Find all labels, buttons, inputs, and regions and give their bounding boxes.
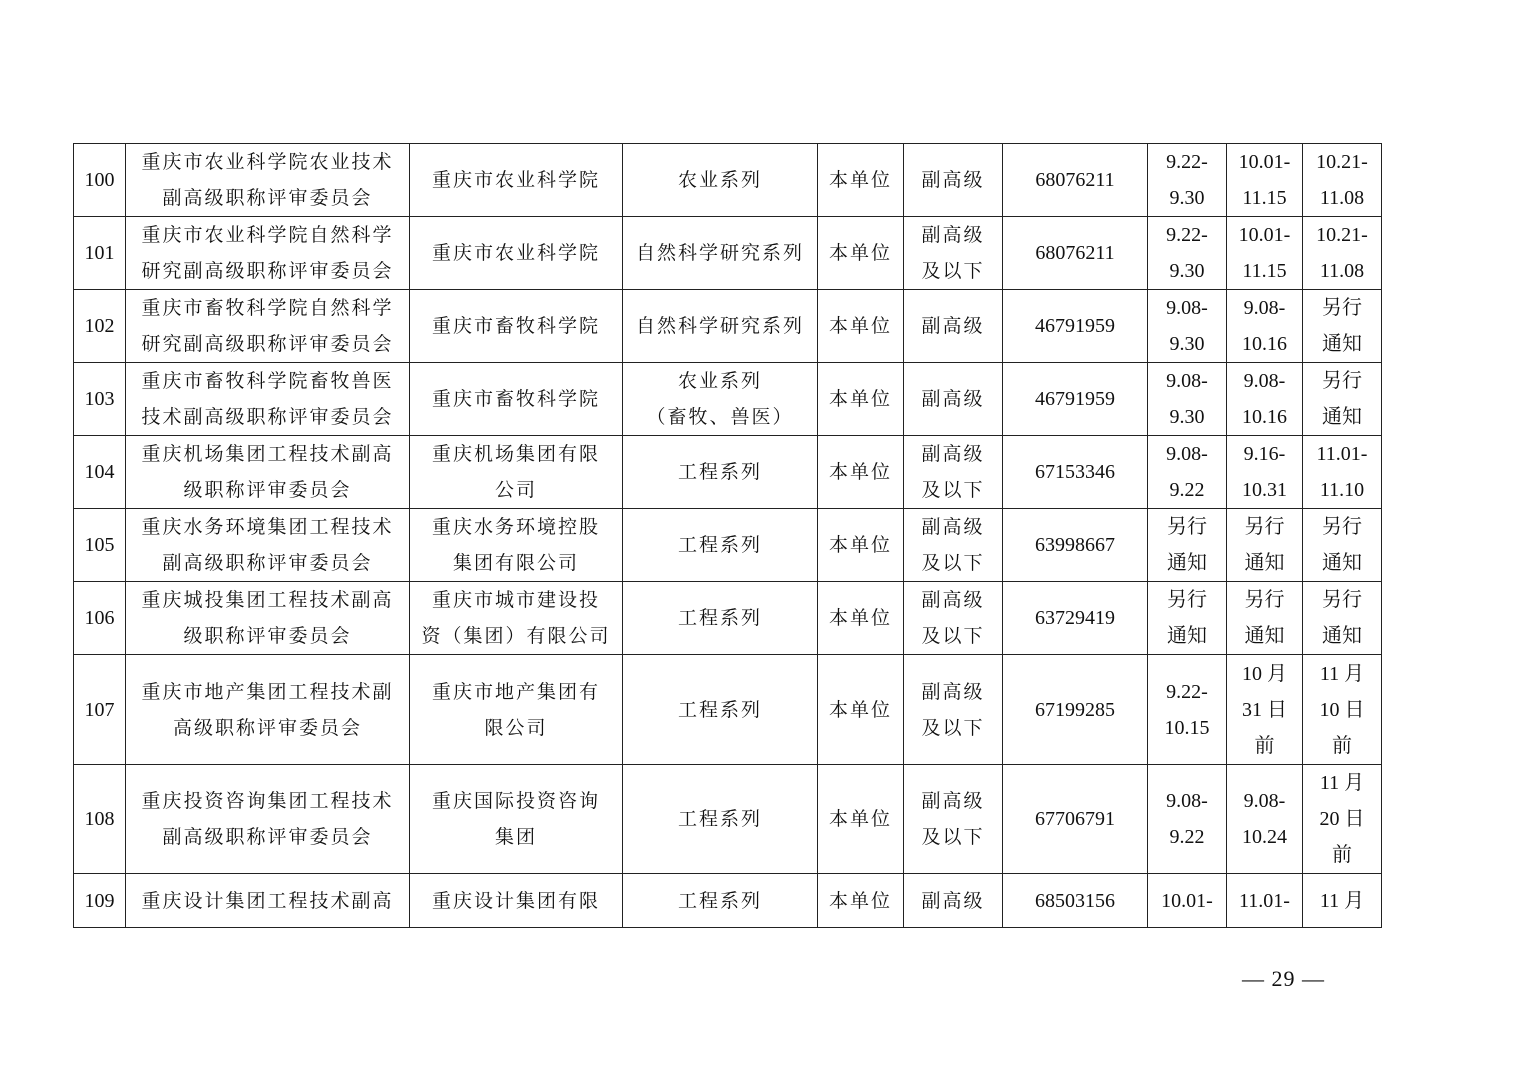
- contact-phone-text: 68076211: [1035, 242, 1115, 264]
- table-row: [74, 655, 1382, 765]
- row-number-text: 105: [84, 534, 115, 556]
- committee-name-text: 重庆市畜牧科学院自然科学: [141, 297, 394, 319]
- committee-table: [73, 143, 1382, 928]
- organizing-unit-text: 重庆市地产集团有: [431, 680, 600, 703]
- review-level-cell: [904, 765, 1003, 874]
- organizing-unit-cell: [410, 655, 623, 765]
- committee-name-cell: [126, 509, 410, 582]
- review-level-text: 副高级: [921, 790, 985, 812]
- row-number-cell: [74, 144, 126, 217]
- review-level-cell: [904, 874, 1003, 928]
- committee-name-cell: [126, 144, 410, 217]
- committee-name-text: 级职称评审委员会: [183, 479, 352, 501]
- review-level-cell: [904, 144, 1003, 217]
- review-scope-cell: [818, 765, 904, 874]
- contact-phone-cell: [1003, 363, 1148, 436]
- date-window-2-cell: [1227, 582, 1303, 655]
- review-level-text: 副高级: [921, 589, 985, 611]
- contact-phone-cell: [1003, 655, 1148, 765]
- review-scope-cell: [818, 363, 904, 436]
- organizing-unit-text: 集团有限公司: [452, 552, 579, 574]
- row-number-text: 104: [84, 461, 115, 483]
- review-level-cell: [904, 436, 1003, 509]
- organizing-unit-text: 重庆市畜牧科学院: [431, 388, 600, 410]
- date-window-1-text: 9.22: [1169, 479, 1205, 501]
- committee-name-text: 重庆投资咨询集团工程技术: [141, 790, 394, 812]
- review-level-cell: [904, 217, 1003, 290]
- title-series-text: 农业系列: [677, 370, 762, 392]
- date-window-3-cell: [1303, 363, 1382, 436]
- date-window-3-text: 另行: [1322, 370, 1362, 392]
- row-number-cell: [74, 655, 126, 765]
- date-window-3-text: 11 月: [1319, 772, 1365, 794]
- committee-name-text: 重庆设计集团工程技术副高: [141, 889, 394, 912]
- review-level-cell: [904, 509, 1003, 582]
- title-series-text: 工程系列: [677, 889, 762, 912]
- title-series-text: 工程系列: [677, 461, 762, 483]
- title-series-cell: [623, 363, 818, 436]
- date-window-3-text: 通知: [1322, 625, 1362, 647]
- title-series-cell: [623, 582, 818, 655]
- organizing-unit-cell: [410, 144, 623, 217]
- review-level-text: 副高级: [921, 889, 985, 912]
- committee-name-text: 研究副高级职称评审委员会: [141, 260, 394, 282]
- date-window-1-text: 9.30: [1169, 187, 1205, 209]
- date-window-3-text: 前: [1332, 734, 1352, 757]
- row-number-cell: [74, 874, 126, 928]
- date-window-2-text: 11.15: [1242, 187, 1287, 209]
- committee-name-text: 级职称评审委员会: [183, 625, 352, 647]
- date-window-1-cell: [1148, 144, 1227, 217]
- date-window-2-text: 11.15: [1242, 260, 1287, 282]
- contact-phone-cell: [1003, 765, 1148, 874]
- date-window-1-text: 另行: [1167, 516, 1207, 538]
- date-window-1-text: 9.30: [1169, 406, 1205, 428]
- title-series-cell: [623, 290, 818, 363]
- date-window-1-text: 9.08-: [1166, 790, 1208, 812]
- date-window-2-text: 10.24: [1242, 826, 1287, 848]
- review-level-cell: [904, 290, 1003, 363]
- date-window-2-text: 11.01-: [1239, 889, 1290, 912]
- title-series-cell: [623, 144, 818, 217]
- organizing-unit-text: 限公司: [484, 716, 548, 739]
- date-window-2-text: 通知: [1244, 625, 1285, 647]
- review-scope-cell: [818, 582, 904, 655]
- review-scope-text: 本单位: [828, 169, 892, 191]
- date-window-2-text: 另行: [1244, 516, 1285, 538]
- review-scope-text: 本单位: [828, 534, 892, 556]
- title-series-text: 农业系列: [677, 169, 762, 191]
- date-window-1-cell: [1148, 217, 1227, 290]
- date-window-3-text: 通知: [1322, 406, 1362, 428]
- organizing-unit-text: 重庆市农业科学院: [431, 169, 600, 191]
- title-series-text: 自然科学研究系列: [635, 315, 804, 337]
- date-window-1-text: 9.08-: [1166, 370, 1208, 392]
- date-window-3-text: 通知: [1322, 552, 1362, 574]
- table-row: [74, 217, 1382, 290]
- date-window-3-text: 另行: [1322, 297, 1362, 319]
- date-window-1-cell: [1148, 765, 1227, 874]
- date-window-1-cell: [1148, 509, 1227, 582]
- review-level-text: 及以下: [921, 479, 985, 501]
- contact-phone-cell: [1003, 290, 1148, 363]
- committee-name-cell: [126, 217, 410, 290]
- date-window-2-text: 另行: [1244, 589, 1285, 611]
- title-series-cell: [623, 655, 818, 765]
- row-number-text: 109: [84, 889, 115, 912]
- organizing-unit-cell: [410, 290, 623, 363]
- review-level-text: 及以下: [921, 552, 985, 574]
- date-window-2-text: 9.16-: [1243, 443, 1286, 465]
- row-number-text: 108: [84, 808, 115, 830]
- committee-name-text: 高级职称评审委员会: [172, 716, 362, 739]
- table-row: [74, 765, 1382, 874]
- review-scope-cell: [818, 509, 904, 582]
- organizing-unit-text: 重庆市城市建设投: [431, 589, 600, 611]
- date-window-2-text: 9.08-: [1243, 297, 1286, 319]
- table-body: [74, 144, 1382, 928]
- committee-name-text: 副高级职称评审委员会: [162, 552, 373, 574]
- table-row: [74, 874, 1382, 928]
- date-window-3-text: 11 月: [1319, 889, 1365, 912]
- date-window-3-cell: [1303, 582, 1382, 655]
- date-window-2-cell: [1227, 765, 1303, 874]
- review-level-cell: [904, 655, 1003, 765]
- contact-phone-cell: [1003, 874, 1148, 928]
- date-window-2-text: 31 日: [1242, 698, 1287, 721]
- title-series-text: 自然科学研究系列: [635, 242, 804, 264]
- contact-phone-text: 63729419: [1035, 607, 1115, 629]
- organizing-unit-text: 公司: [494, 479, 537, 501]
- contact-phone-cell: [1003, 582, 1148, 655]
- title-series-cell: [623, 765, 818, 874]
- review-level-text: 及以下: [921, 826, 985, 848]
- review-scope-text: 本单位: [828, 808, 892, 830]
- contact-phone-text: 67706791: [1035, 808, 1115, 830]
- contact-phone-cell: [1003, 217, 1148, 290]
- date-window-2-text: 10.16: [1242, 333, 1287, 355]
- date-window-3-cell: [1303, 874, 1382, 928]
- review-level-text: 副高级: [921, 516, 985, 538]
- date-window-1-text: 9.30: [1169, 260, 1205, 282]
- title-series-text: 工程系列: [677, 698, 762, 721]
- review-scope-cell: [818, 874, 904, 928]
- review-scope-cell: [818, 144, 904, 217]
- committee-name-text: 技术副高级职称评审委员会: [141, 406, 394, 428]
- contact-phone-cell: [1003, 144, 1148, 217]
- committee-name-text: 重庆城投集团工程技术副高: [141, 589, 394, 611]
- organizing-unit-cell: [410, 874, 623, 928]
- review-scope-cell: [818, 655, 904, 765]
- committee-name-text: 重庆水务环境集团工程技术: [141, 516, 394, 538]
- date-window-1-text: 9.22-: [1166, 151, 1208, 173]
- date-window-3-text: 11.01-: [1316, 443, 1368, 465]
- review-scope-text: 本单位: [828, 698, 892, 721]
- contact-phone-text: 67153346: [1035, 461, 1115, 483]
- date-window-1-cell: [1148, 436, 1227, 509]
- date-window-3-text: 11 月: [1319, 662, 1365, 685]
- title-series-cell: [623, 509, 818, 582]
- review-level-text: 副高级: [921, 443, 985, 465]
- page-number: — 29 —: [1242, 966, 1325, 991]
- row-number-text: 102: [84, 315, 115, 337]
- date-window-3-cell: [1303, 144, 1382, 217]
- row-number-cell: [74, 363, 126, 436]
- date-window-2-text: 10.16: [1242, 406, 1287, 428]
- date-window-2-cell: [1227, 874, 1303, 928]
- table-row: [74, 363, 1382, 436]
- date-window-2-cell: [1227, 363, 1303, 436]
- committee-name-cell: [126, 765, 410, 874]
- date-window-1-text: 9.08-: [1166, 297, 1208, 319]
- organizing-unit-cell: [410, 217, 623, 290]
- review-scope-cell: [818, 436, 904, 509]
- date-window-3-text: 11.10: [1319, 479, 1365, 501]
- date-window-2-text: 10.01-: [1238, 151, 1291, 173]
- date-window-3-text: 前: [1332, 844, 1352, 866]
- date-window-3-text: 10.21-: [1316, 224, 1368, 246]
- table-row: [74, 509, 1382, 582]
- review-scope-text: 本单位: [828, 461, 892, 483]
- date-window-3-text: 通知: [1322, 333, 1362, 355]
- date-window-2-cell: [1227, 655, 1303, 765]
- date-window-2-cell: [1227, 144, 1303, 217]
- date-window-3-cell: [1303, 655, 1382, 765]
- contact-phone-text: 46791959: [1035, 388, 1115, 410]
- review-level-text: 及以下: [921, 716, 985, 739]
- organizing-unit-cell: [410, 363, 623, 436]
- row-number-cell: [74, 765, 126, 874]
- title-series-text: 工程系列: [677, 534, 762, 556]
- contact-phone-text: 63998667: [1035, 534, 1115, 556]
- date-window-1-cell: [1148, 582, 1227, 655]
- row-number-text: 100: [84, 169, 115, 191]
- table-row: [74, 144, 1382, 217]
- date-window-3-text: 11.08: [1319, 187, 1365, 209]
- contact-phone-text: 67199285: [1035, 698, 1115, 721]
- date-window-1-text: 9.08-: [1166, 443, 1208, 465]
- date-window-1-text: 通知: [1167, 552, 1207, 574]
- date-window-3-text: 20 日: [1319, 808, 1365, 830]
- date-window-1-cell: [1148, 363, 1227, 436]
- date-window-1-text: 9.22: [1169, 826, 1205, 848]
- organizing-unit-text: 重庆机场集团有限: [431, 443, 600, 465]
- date-window-3-text: 10 日: [1319, 698, 1365, 721]
- review-scope-text: 本单位: [828, 889, 892, 912]
- date-window-3-cell: [1303, 436, 1382, 509]
- date-window-3-cell: [1303, 509, 1382, 582]
- organizing-unit-text: 重庆水务环境控股: [431, 516, 600, 538]
- organizing-unit-cell: [410, 436, 623, 509]
- review-level-text: 及以下: [921, 625, 985, 647]
- review-level-text: 副高级: [921, 315, 985, 337]
- review-scope-cell: [818, 290, 904, 363]
- date-window-1-cell: [1148, 874, 1227, 928]
- date-window-1-text: 9.30: [1169, 333, 1205, 355]
- contact-phone-cell: [1003, 436, 1148, 509]
- committee-name-text: 重庆市农业科学院自然科学: [141, 224, 394, 246]
- committee-name-text: 重庆市农业科学院农业技术: [141, 151, 394, 173]
- committee-name-text: 重庆市地产集团工程技术副: [141, 680, 394, 703]
- organizing-unit-text: 重庆市农业科学院: [431, 242, 600, 264]
- table-row: [74, 290, 1382, 363]
- committee-name-text: 重庆机场集团工程技术副高: [141, 443, 394, 465]
- review-level-cell: [904, 363, 1003, 436]
- date-window-3-cell: [1303, 290, 1382, 363]
- review-scope-text: 本单位: [828, 315, 892, 337]
- date-window-1-text: 9.22-: [1166, 680, 1208, 703]
- organizing-unit-text: 重庆国际投资咨询: [431, 790, 600, 812]
- committee-name-cell: [126, 363, 410, 436]
- organizing-unit-text: 重庆设计集团有限: [431, 889, 600, 912]
- row-number-cell: [74, 509, 126, 582]
- date-window-2-text: 9.08-: [1243, 790, 1286, 812]
- organizing-unit-text: 集团: [494, 826, 537, 848]
- row-number-cell: [74, 290, 126, 363]
- committee-name-text: 重庆市畜牧科学院畜牧兽医: [141, 370, 394, 392]
- date-window-3-cell: [1303, 765, 1382, 874]
- title-series-cell: [623, 217, 818, 290]
- row-number-cell: [74, 582, 126, 655]
- contact-phone-text: 68076211: [1035, 169, 1115, 191]
- review-level-text: 副高级: [921, 169, 985, 191]
- row-number-cell: [74, 436, 126, 509]
- title-series-cell: [623, 874, 818, 928]
- title-series-text: （畜牧、兽医）: [646, 406, 794, 428]
- date-window-1-cell: [1148, 290, 1227, 363]
- date-window-1-text: 10.15: [1164, 716, 1210, 739]
- date-window-1-text: 9.22-: [1166, 224, 1208, 246]
- committee-name-text: 副高级职称评审委员会: [162, 187, 373, 209]
- date-window-1-cell: [1148, 655, 1227, 765]
- title-series-cell: [623, 436, 818, 509]
- organizing-unit-text: 资（集团）有限公司: [421, 625, 611, 647]
- date-window-1-text: 另行: [1167, 589, 1207, 611]
- review-level-text: 副高级: [921, 388, 985, 410]
- row-number-text: 103: [84, 388, 115, 410]
- row-number-text: 107: [84, 698, 115, 721]
- date-window-2-text: 通知: [1244, 552, 1285, 574]
- date-window-3-cell: [1303, 217, 1382, 290]
- committee-name-cell: [126, 655, 410, 765]
- review-scope-text: 本单位: [828, 607, 892, 629]
- organizing-unit-text: 重庆市畜牧科学院: [431, 315, 600, 337]
- date-window-2-cell: [1227, 509, 1303, 582]
- date-window-1-text: 通知: [1167, 625, 1207, 647]
- row-number-text: 106: [84, 607, 115, 629]
- date-window-2-cell: [1227, 290, 1303, 363]
- contact-phone-cell: [1003, 509, 1148, 582]
- date-window-2-cell: [1227, 217, 1303, 290]
- date-window-2-text: 10.01-: [1238, 224, 1291, 246]
- organizing-unit-cell: [410, 765, 623, 874]
- organizing-unit-cell: [410, 509, 623, 582]
- committee-name-cell: [126, 874, 410, 928]
- date-window-2-text: 9.08-: [1243, 370, 1286, 392]
- date-window-3-text: 另行: [1322, 516, 1362, 538]
- date-window-3-text: 另行: [1322, 589, 1362, 611]
- committee-name-cell: [126, 290, 410, 363]
- review-scope-text: 本单位: [828, 242, 892, 264]
- review-scope-cell: [818, 217, 904, 290]
- table-row: [74, 582, 1382, 655]
- committee-name-cell: [126, 436, 410, 509]
- review-scope-text: 本单位: [828, 388, 892, 410]
- title-series-text: 工程系列: [677, 808, 762, 830]
- row-number-cell: [74, 217, 126, 290]
- date-window-3-text: 11.08: [1319, 260, 1365, 282]
- date-window-2-cell: [1227, 436, 1303, 509]
- review-level-text: 副高级: [921, 224, 985, 246]
- date-window-2-text: 10.31: [1242, 479, 1287, 501]
- committee-name-cell: [126, 582, 410, 655]
- committee-name-text: 研究副高级职称评审委员会: [141, 333, 394, 355]
- review-level-cell: [904, 582, 1003, 655]
- date-window-1-text: 10.01-: [1161, 889, 1213, 912]
- table-row: [74, 436, 1382, 509]
- organizing-unit-cell: [410, 582, 623, 655]
- row-number-text: 101: [84, 242, 115, 264]
- review-level-text: 及以下: [921, 260, 985, 282]
- title-series-text: 工程系列: [677, 607, 762, 629]
- contact-phone-text: 46791959: [1035, 315, 1115, 337]
- review-level-text: 副高级: [921, 680, 985, 703]
- contact-phone-text: 68503156: [1035, 889, 1115, 912]
- date-window-2-text: 10 月: [1242, 662, 1287, 685]
- committee-name-text: 副高级职称评审委员会: [162, 826, 373, 848]
- date-window-3-text: 10.21-: [1316, 151, 1368, 173]
- date-window-2-text: 前: [1254, 734, 1275, 757]
